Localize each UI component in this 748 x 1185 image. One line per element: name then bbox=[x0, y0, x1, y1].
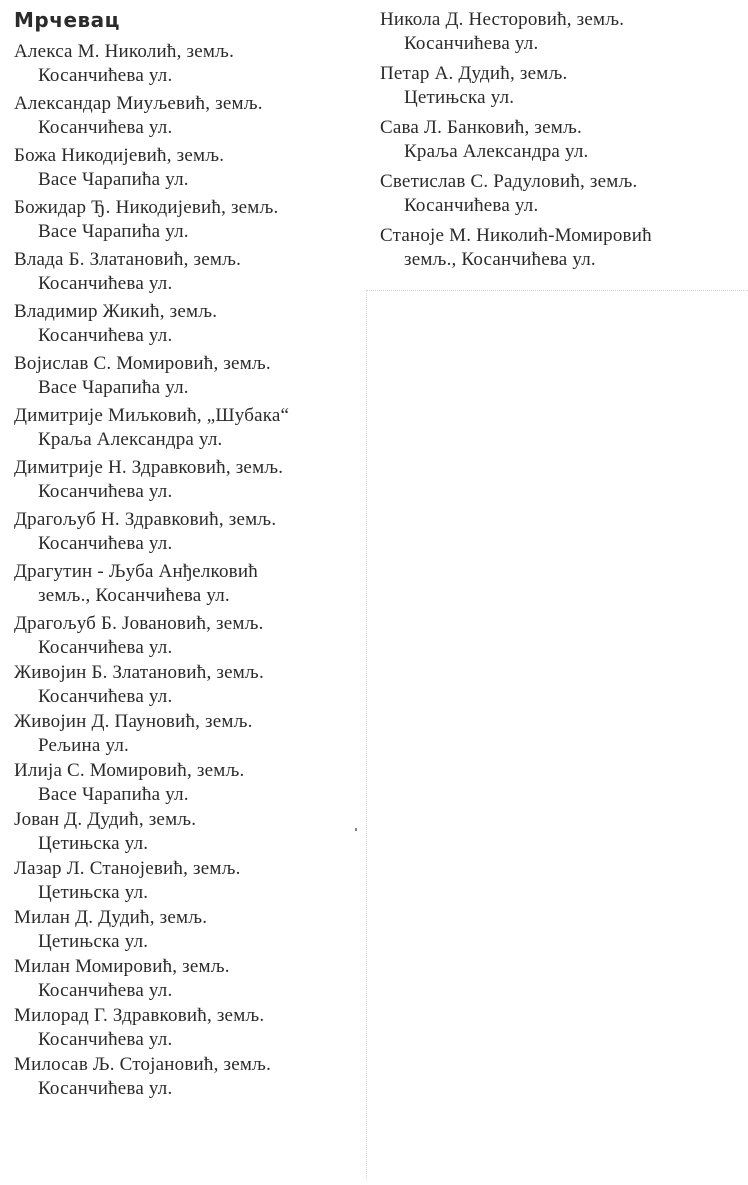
directory-entry bbox=[14, 144, 359, 196]
section-heading: Мрчевац bbox=[14, 8, 120, 32]
directory-entry bbox=[14, 404, 359, 456]
scan-speck bbox=[355, 828, 357, 831]
entry-name: Лазар Л. Станојевић, земљ. bbox=[14, 858, 241, 879]
entry-name: Драгутин - Љуба Анђелковић bbox=[14, 561, 258, 582]
entry-address: Косанчићева ул. bbox=[38, 533, 173, 554]
entry-address: Косанчићева ул. bbox=[38, 65, 173, 86]
entry-name: Милан Д. Дудић, земљ. bbox=[14, 907, 208, 928]
entry-address: Косанчићева ул. bbox=[38, 1078, 173, 1099]
directory-entry bbox=[14, 196, 359, 248]
entry-name: Живојин Д. Пауновић, земљ. bbox=[14, 711, 253, 732]
entry-name: Станоје М. Николић-Момировић bbox=[380, 225, 652, 246]
entry-address: Косанчићева ул. bbox=[38, 117, 173, 138]
directory-entry bbox=[14, 955, 359, 1004]
right-column bbox=[380, 8, 740, 278]
entry-address: Васе Чарапића ул. bbox=[38, 784, 189, 805]
entry-address: Косанчићева ул. bbox=[404, 195, 539, 216]
directory-entry bbox=[14, 1004, 359, 1053]
entry-address: Косанчићева ул. bbox=[38, 1029, 173, 1050]
entry-address: Косанчићева ул. bbox=[38, 686, 173, 707]
directory-entry bbox=[14, 508, 359, 560]
entry-name: Димитрије Н. Здравковић, земљ. bbox=[14, 457, 284, 478]
entry-address: Цетињска ул. bbox=[38, 833, 149, 854]
entry-address: Рељина ул. bbox=[38, 735, 129, 756]
entry-name: Владимир Жикић, земљ. bbox=[14, 301, 218, 322]
entry-name: Војислав С. Момировић, земљ. bbox=[14, 353, 271, 374]
entry-address: Цетињска ул. bbox=[38, 882, 149, 903]
entry-name: Драгољуб Н. Здравковић, земљ. bbox=[14, 509, 277, 530]
entry-name: Александар Миуљевић, земљ. bbox=[14, 93, 263, 114]
entry-address: Краља Александра ул. bbox=[404, 141, 589, 162]
entry-name: Живојин Б. Златановић, земљ. bbox=[14, 662, 264, 683]
entry-name: Божидар Ђ. Никодијевић, земљ. bbox=[14, 197, 279, 218]
entry-address: Васе Чарапића ул. bbox=[38, 169, 189, 190]
entry-name: Божа Никодијевић, земљ. bbox=[14, 145, 225, 166]
directory-entry bbox=[14, 1053, 359, 1102]
entry-name: Петар А. Дудић, земљ. bbox=[380, 63, 568, 84]
entry-address: Косанчићева ул. bbox=[38, 637, 173, 658]
entry-name: Јован Д. Дудић, земљ. bbox=[14, 809, 197, 830]
directory-entry bbox=[14, 456, 359, 508]
directory-entry bbox=[14, 857, 359, 906]
entry-name: Никола Д. Несторовић, земљ. bbox=[380, 9, 625, 30]
directory-entry bbox=[14, 710, 359, 759]
entry-name: Драгољуб Б. Јовановић, земљ. bbox=[14, 613, 264, 634]
entry-name: Милан Момировић, земљ. bbox=[14, 956, 230, 977]
entry-name: Димитрије Миљковић, „Шубака“ bbox=[14, 405, 290, 426]
entry-name: Милорад Г. Здравковић, земљ. bbox=[14, 1005, 265, 1026]
directory-entry bbox=[14, 906, 359, 955]
entry-address: Косанчићева ул. bbox=[38, 273, 173, 294]
entry-address: Васе Чарапића ул. bbox=[38, 221, 189, 242]
entry-address: Косанчићева ул. bbox=[38, 325, 173, 346]
column-divider bbox=[366, 290, 367, 1180]
entry-name: Светислав С. Радуловић, земљ. bbox=[380, 171, 638, 192]
directory-entry bbox=[14, 92, 359, 144]
directory-entry bbox=[380, 116, 740, 170]
directory-entry bbox=[14, 661, 359, 710]
entry-name: Сава Л. Банковић, земљ. bbox=[380, 117, 582, 138]
section-end-rule bbox=[366, 290, 748, 291]
entry-address: Краља Александра ул. bbox=[38, 429, 223, 450]
directory-entry bbox=[14, 759, 359, 808]
directory-entry bbox=[14, 352, 359, 404]
entry-address: Васе Чарапића ул. bbox=[38, 377, 189, 398]
entry-address: Косанчићева ул. bbox=[404, 33, 539, 54]
directory-entry bbox=[380, 224, 740, 278]
directory-entry bbox=[14, 808, 359, 857]
directory-entry bbox=[14, 612, 359, 661]
entry-address: земљ., Косанчићева ул. bbox=[38, 585, 230, 606]
entry-address: земљ., Косанчићева ул. bbox=[404, 249, 596, 270]
entry-name: Илија С. Момировић, земљ. bbox=[14, 760, 245, 781]
entry-address: Цетињска ул. bbox=[404, 87, 515, 108]
directory-entry bbox=[380, 170, 740, 224]
directory-entry bbox=[14, 300, 359, 352]
entry-name: Влада Б. Златановић, земљ. bbox=[14, 249, 242, 270]
entry-address: Цетињска ул. bbox=[38, 931, 149, 952]
entry-name: Алекса М. Николић, земљ. bbox=[14, 41, 235, 62]
directory-entry bbox=[14, 560, 359, 612]
left-column bbox=[14, 6, 359, 1102]
directory-entry bbox=[380, 62, 740, 116]
entry-address: Косанчићева ул. bbox=[38, 980, 173, 1001]
entry-address: Косанчићева ул. bbox=[38, 481, 173, 502]
directory-entry bbox=[14, 40, 359, 92]
directory-entry bbox=[380, 8, 740, 62]
directory-entry bbox=[14, 248, 359, 300]
entry-name: Милосав Љ. Стојановић, земљ. bbox=[14, 1054, 272, 1075]
